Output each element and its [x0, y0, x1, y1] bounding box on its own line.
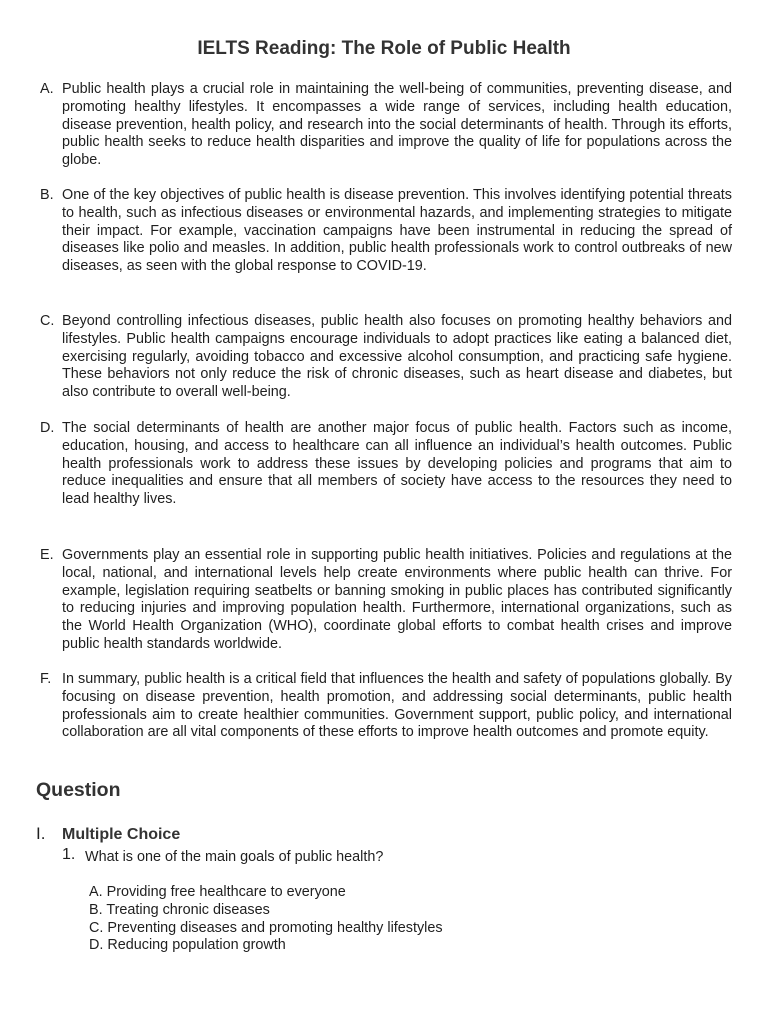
- paragraph-a: [36, 81, 732, 170]
- section-numeral: I.: [36, 824, 46, 843]
- paragraph-letter: E.: [40, 547, 54, 563]
- paragraph-text: Public health plays a crucial role in maintaining the well-being of communities, preventing disease, and promoting healthy lifestyles. It encompasses a wide range of services, including health education, disease prevention, health policy, and research into the social determinants of health. Through its efforts, public health seeks to reduce health disparities and improve the quality of life for populations across the globe.: [62, 81, 732, 169]
- option-c: C. Preventing diseases and promoting healthy lifestyles: [89, 919, 443, 936]
- section-title: Multiple Choice: [62, 826, 181, 843]
- paragraph-text: Governments play an essential role in supporting public health initiatives. Policies and regulations at the local, national, and international levels help create environments where public health can thrive. For example, legislation requiring seatbelts or banning smoking in public places has contributed significantly to reducing injuries and improving population health. Furthermore, international organizations, such as the World Health Organization (WHO), coordinate global efforts to combat health crises and improve public health standards worldwide.: [62, 547, 732, 652]
- paragraph-letter: F.: [40, 671, 52, 687]
- paragraph-c: [36, 313, 732, 402]
- question-heading: Question: [36, 779, 121, 801]
- page-title: IELTS Reading: The Role of Public Health: [197, 38, 571, 59]
- question-number: 1.: [62, 846, 76, 863]
- answer-options: [89, 884, 443, 955]
- paragraph-d: [36, 420, 732, 509]
- paragraph-f: [36, 671, 732, 742]
- option-b: B. Treating chronic diseases: [89, 901, 270, 918]
- question-text: What is one of the main goals of public health?: [85, 849, 384, 865]
- paragraph-letter: A.: [40, 81, 54, 97]
- option-d: D. Reducing population growth: [89, 937, 286, 954]
- paragraph-text: Beyond controlling infectious diseases, public health also focuses on promoting healthy behaviors and lifestyles. Public health campaigns encourage individuals to adopt practices like eating a balanced diet, exercising regularly, avoiding tobacco and excessive alcohol consumption, and practicing safe hygiene. These behaviors not only reduce the risk of chronic diseases, such as heart disease and diabetes, but also contribute to overall well-being.: [62, 313, 732, 401]
- paragraph-text: The social determinants of health are another major focus of public health. Factors such as income, education, housing, and access to healthcare can all influence an individual’s health outcomes. Public health professionals work to address these issues by developing policies and programs that aim to reduce inequalities and ensure that all members of society have access to the resources they need to lead healthy lives.: [62, 420, 732, 508]
- paragraph-letter: C.: [40, 313, 55, 329]
- paragraph-text: One of the key objectives of public health is disease prevention. This involves identifying potential threats to health, such as infectious diseases or environmental hazards, and implementing strategies to mitigate their impact. For example, vaccination campaigns have been instrumental in reducing the spread of diseases like polio and measles. In addition, public health professionals work to control outbreaks of new diseases, as seen with the global response to COVID-19.: [62, 187, 732, 275]
- paragraph-b: [36, 187, 732, 276]
- paragraph-text: In summary, public health is a critical field that influences the health and safety of populations globally. By focusing on disease prevention, health promotion, and addressing social determinants, public health professionals aim to create healthier communities. Government support, public policy, and international collaboration are all vital components of these efforts to improve health outcomes and promote equity.: [62, 671, 732, 741]
- paragraph-letter: B.: [40, 187, 54, 203]
- option-a: A. Providing free healthcare to everyone: [89, 884, 346, 900]
- paragraph-e: [36, 547, 732, 654]
- paragraph-letter: D.: [40, 420, 55, 436]
